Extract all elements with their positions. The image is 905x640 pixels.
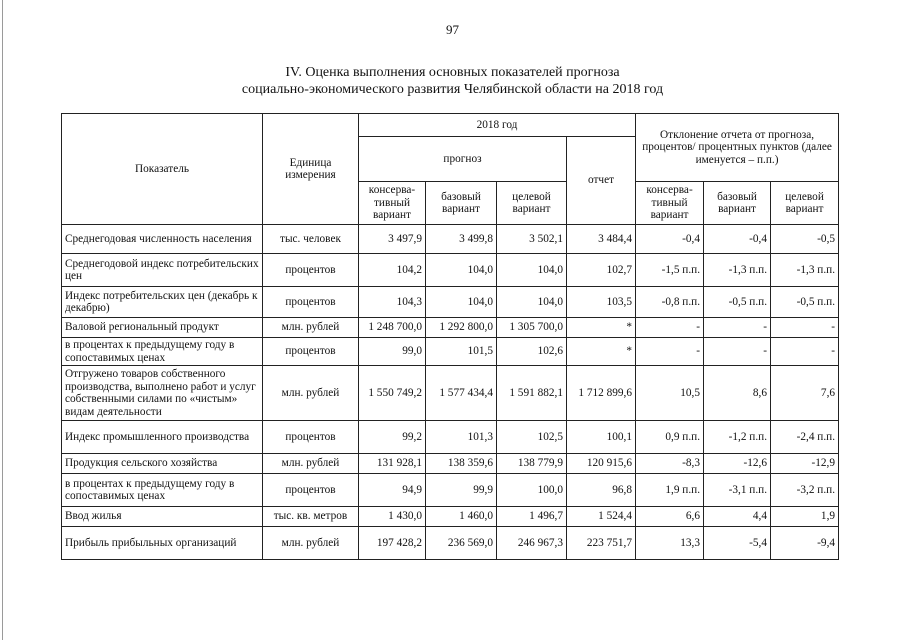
forecast-conservative-value: 94,9 xyxy=(359,474,426,507)
page-number: 97 xyxy=(446,22,459,37)
forecast-conservative-value: 131 928,1 xyxy=(359,454,426,474)
forecast-conservative-value: 3 497,9 xyxy=(359,225,426,254)
forecast-conservative-value: 99,2 xyxy=(359,421,426,454)
forecast-target-value: 104,0 xyxy=(497,287,567,318)
header-indicator: Показатель xyxy=(62,114,263,225)
indicator-name: Валовой региональный продукт xyxy=(62,318,263,338)
forecast-conservative-value: 1 430,0 xyxy=(359,507,426,527)
deviation-base-value: -1,2 п.п. xyxy=(704,421,771,454)
forecast-base-value: 1 577 434,4 xyxy=(426,366,497,421)
indicator-name: Индекс промышленного производства xyxy=(62,421,263,454)
title-line-1: IV. Оценка выполнения основных показателей прогноза xyxy=(285,65,620,80)
forecast-base-value: 101,3 xyxy=(426,421,497,454)
deviation-base-value: - xyxy=(704,338,771,366)
forecast-conservative-value: 104,3 xyxy=(359,287,426,318)
indicator-unit: процентов xyxy=(263,421,359,454)
table-row xyxy=(62,225,839,254)
table-row xyxy=(62,287,839,318)
header-deviation-target: целевой вариант xyxy=(771,182,839,225)
forecast-target-value: 102,6 xyxy=(497,338,567,366)
deviation-base-value: - xyxy=(704,318,771,338)
forecast-target-value: 246 967,3 xyxy=(497,527,567,560)
indicator-unit: млн. рублей xyxy=(263,318,359,338)
forecast-base-value: 1 292 800,0 xyxy=(426,318,497,338)
header-forecast: прогноз xyxy=(359,137,567,182)
table-row xyxy=(62,527,839,560)
report-value: * xyxy=(567,338,636,366)
header-year: 2018 год xyxy=(359,114,636,137)
deviation-conservative-value: 6,6 xyxy=(636,507,704,527)
forecast-base-value: 104,0 xyxy=(426,287,497,318)
forecast-base-value: 138 359,6 xyxy=(426,454,497,474)
deviation-target-value: -0,5 п.п. xyxy=(771,287,839,318)
indicator-unit: процентов xyxy=(263,338,359,366)
deviation-conservative-value: -1,5 п.п. xyxy=(636,254,704,287)
deviation-conservative-value: - xyxy=(636,338,704,366)
deviation-target-value: -9,4 xyxy=(771,527,839,560)
indicator-unit: тыс. человек xyxy=(263,225,359,254)
forecast-base-value: 236 569,0 xyxy=(426,527,497,560)
indicator-name: Продукция сельского хозяйства xyxy=(62,454,263,474)
forecast-base-value: 3 499,8 xyxy=(426,225,497,254)
forecast-target-value: 102,5 xyxy=(497,421,567,454)
deviation-conservative-value: -0,4 xyxy=(636,225,704,254)
forecast-report-table xyxy=(61,113,839,560)
indicator-unit: млн. рублей xyxy=(263,454,359,474)
header-deviation-conservative: консерва-тивный вариант xyxy=(636,182,704,225)
header-forecast-conservative: консерва-тивный вариант xyxy=(359,182,426,225)
indicator-name: Ввод жилья xyxy=(62,507,263,527)
table-row xyxy=(62,318,839,338)
report-value: 1 524,4 xyxy=(567,507,636,527)
report-value: 103,5 xyxy=(567,287,636,318)
forecast-target-value: 104,0 xyxy=(497,254,567,287)
forecast-target-value: 1 496,7 xyxy=(497,507,567,527)
table-row xyxy=(62,366,839,421)
table-row xyxy=(62,454,839,474)
deviation-conservative-value: 10,5 xyxy=(636,366,704,421)
forecast-conservative-value: 197 428,2 xyxy=(359,527,426,560)
table-row xyxy=(62,507,839,527)
deviation-base-value: 4,4 xyxy=(704,507,771,527)
forecast-conservative-value: 99,0 xyxy=(359,338,426,366)
indicator-name: Индекс потребительских цен (декабрь к декабрю) xyxy=(62,287,263,318)
indicator-unit: тыс. кв. метров xyxy=(263,507,359,527)
report-value: 3 484,4 xyxy=(567,225,636,254)
forecast-conservative-value: 1 550 749,2 xyxy=(359,366,426,421)
report-value: * xyxy=(567,318,636,338)
deviation-conservative-value: -8,3 xyxy=(636,454,704,474)
deviation-target-value: - xyxy=(771,338,839,366)
forecast-target-value: 1 591 882,1 xyxy=(497,366,567,421)
deviation-base-value: -5,4 xyxy=(704,527,771,560)
table-row xyxy=(62,421,839,454)
document-title xyxy=(0,64,905,98)
deviation-target-value: -2,4 п.п. xyxy=(771,421,839,454)
report-value: 1 712 899,6 xyxy=(567,366,636,421)
table-row xyxy=(62,474,839,507)
report-value: 120 915,6 xyxy=(567,454,636,474)
title-line-2: социально-экономического развития Челябинской области на 2018 год xyxy=(241,82,664,97)
header-report: отчет xyxy=(567,137,636,225)
deviation-target-value: - xyxy=(771,318,839,338)
indicator-unit: процентов xyxy=(263,254,359,287)
deviation-base-value: 8,6 xyxy=(704,366,771,421)
deviation-base-value: -1,3 п.п. xyxy=(704,254,771,287)
forecast-target-value: 100,0 xyxy=(497,474,567,507)
deviation-target-value: -3,2 п.п. xyxy=(771,474,839,507)
indicator-name: Прибыль прибыльных организаций xyxy=(62,527,263,560)
header-forecast-target: целевой вариант xyxy=(497,182,567,225)
deviation-target-value: -12,9 xyxy=(771,454,839,474)
deviation-base-value: -0,5 п.п. xyxy=(704,287,771,318)
forecast-conservative-value: 1 248 700,0 xyxy=(359,318,426,338)
indicator-name: Отгружено товаров собственного производства, выполнено работ и услуг собственными силами по «чистым» видам деятельности xyxy=(62,366,263,421)
indicator-unit: млн. рублей xyxy=(263,527,359,560)
forecast-base-value: 104,0 xyxy=(426,254,497,287)
indicator-unit: процентов xyxy=(263,474,359,507)
deviation-target-value: 1,9 xyxy=(771,507,839,527)
table-row xyxy=(62,254,839,287)
header-unit: Единица измерения xyxy=(263,114,359,225)
indicator-name: Среднегодовой индекс потребительских цен xyxy=(62,254,263,287)
header-deviation: Отклонение отчета от прогноза, процентов/ процентных пунктов (далее именуется – п.п.) xyxy=(636,114,839,182)
header-forecast-base: базовый вариант xyxy=(426,182,497,225)
deviation-base-value: -3,1 п.п. xyxy=(704,474,771,507)
report-value: 96,8 xyxy=(567,474,636,507)
deviation-target-value: -0,5 xyxy=(771,225,839,254)
forecast-base-value: 99,9 xyxy=(426,474,497,507)
report-value: 223 751,7 xyxy=(567,527,636,560)
forecast-conservative-value: 104,2 xyxy=(359,254,426,287)
table-row xyxy=(62,338,839,366)
deviation-conservative-value: - xyxy=(636,318,704,338)
indicator-unit: млн. рублей xyxy=(263,366,359,421)
forecast-target-value: 1 305 700,0 xyxy=(497,318,567,338)
deviation-base-value: -0,4 xyxy=(704,225,771,254)
deviation-target-value: -1,3 п.п. xyxy=(771,254,839,287)
report-value: 100,1 xyxy=(567,421,636,454)
deviation-conservative-value: -0,8 п.п. xyxy=(636,287,704,318)
indicator-unit: процентов xyxy=(263,287,359,318)
forecast-base-value: 101,5 xyxy=(426,338,497,366)
forecast-target-value: 3 502,1 xyxy=(497,225,567,254)
indicator-name: в процентах к предыдущему году в сопоставимых ценах xyxy=(62,474,263,507)
header-deviation-base: базовый вариант xyxy=(704,182,771,225)
forecast-base-value: 1 460,0 xyxy=(426,507,497,527)
indicator-name: Среднегодовая численность населения xyxy=(62,225,263,254)
indicator-name: в процентах к предыдущему году в сопоставимых ценах xyxy=(62,338,263,366)
report-value: 102,7 xyxy=(567,254,636,287)
deviation-conservative-value: 0,9 п.п. xyxy=(636,421,704,454)
deviation-conservative-value: 13,3 xyxy=(636,527,704,560)
deviation-target-value: 7,6 xyxy=(771,366,839,421)
forecast-target-value: 138 779,9 xyxy=(497,454,567,474)
deviation-conservative-value: 1,9 п.п. xyxy=(636,474,704,507)
deviation-base-value: -12,6 xyxy=(704,454,771,474)
